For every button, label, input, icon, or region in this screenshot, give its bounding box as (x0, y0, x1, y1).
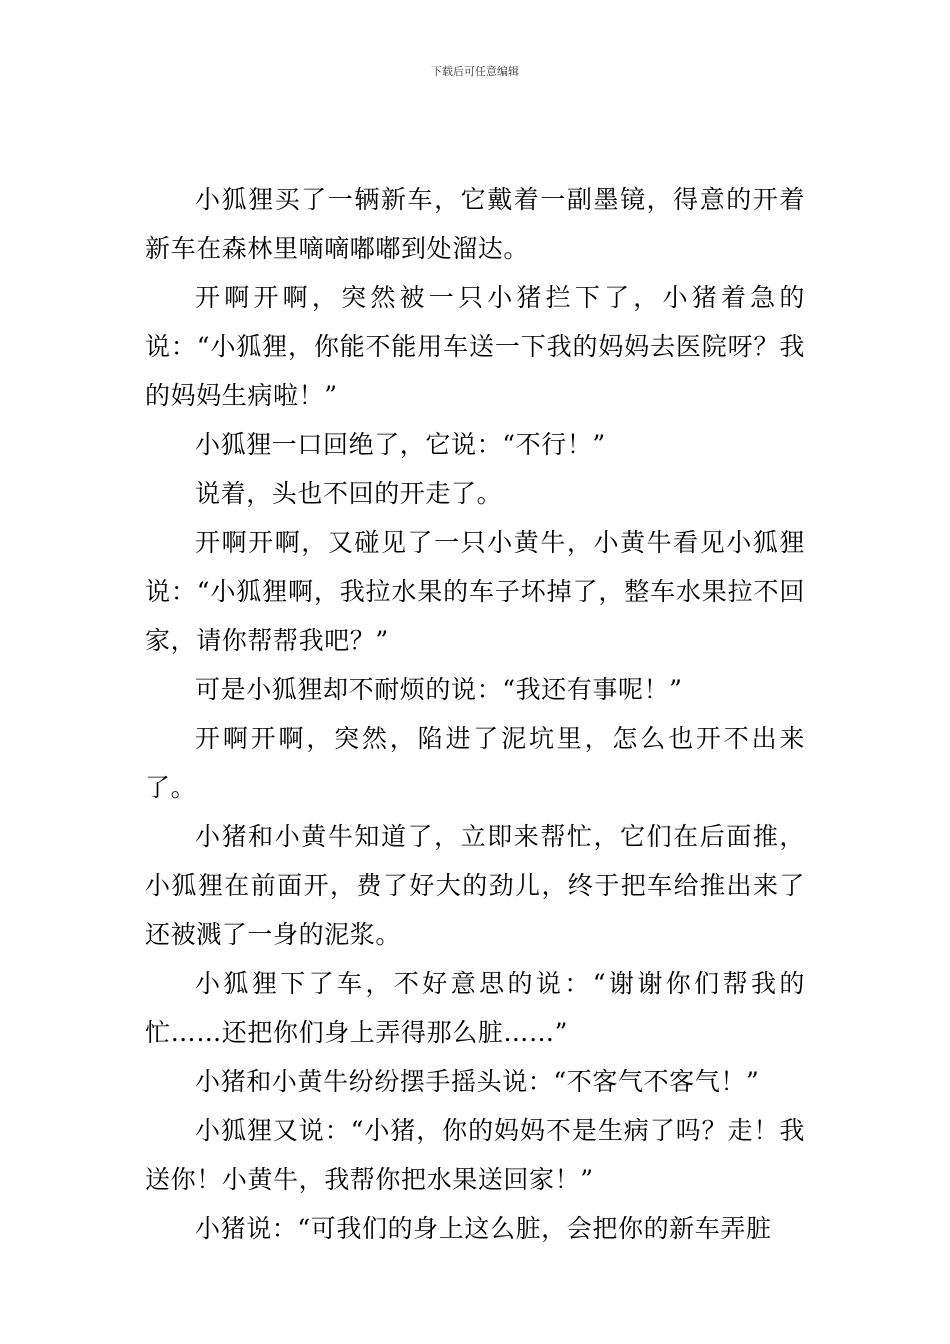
story-body (145, 175, 805, 1253)
header-note: 下载后可任意编辑 (431, 65, 519, 78)
paragraph-10: 小猪和小黄牛纷纷摆手摇头说：“不客气不客气！” (195, 1067, 760, 1096)
paragraph-5: 开啊开啊，又碰见了一只小黄牛，小黄牛看见小狐狸说：“小狐狸啊，我拉水果的车子坏掉了，整车水果拉不回家，请你帮帮我吧？” (145, 528, 805, 655)
paragraph-4: 说着，头也不回的开走了。 (195, 479, 503, 508)
paragraph-3: 小狐狸一口回绝了，它说：“不行！” (195, 430, 606, 459)
paragraph-12: 小猪说：“可我们的身上这么脏，会把你的新车弄脏 (195, 1214, 772, 1243)
paragraph-8: 小猪和小黄牛知道了，立即来帮忙，它们在后面推，小狐狸在前面开，费了好大的劲儿，终于把车给推出来了还被溅了一身的泥浆。 (145, 822, 805, 949)
paragraph-2: 开啊开啊，突然被一只小猪拦下了，小猪着急的说：“小狐狸，你能不能用车送一下我的妈妈去医院呀？我的妈妈生病啦！” (145, 283, 805, 410)
paragraph-1: 小狐狸买了一辆新车，它戴着一副墨镜，得意的开着新车在森林里嘀嘀嘟嘟到处溜达。 (145, 185, 805, 263)
paragraph-7: 开啊开啊，突然，陷进了泥坑里，怎么也开不出来了。 (145, 724, 805, 802)
paragraph-11: 小狐狸又说：“小猪，你的妈妈不是生病了吗？走！我送你！小黄牛，我帮你把水果送回家！” (145, 1116, 805, 1194)
paragraph-9: 小狐狸下了车，不好意思的说：“谢谢你们帮我的忙……还把你们身上弄得那么脏……” (145, 969, 805, 1047)
paragraph-6: 可是小狐狸却不耐烦的说：“我还有事呢！” (195, 675, 683, 704)
